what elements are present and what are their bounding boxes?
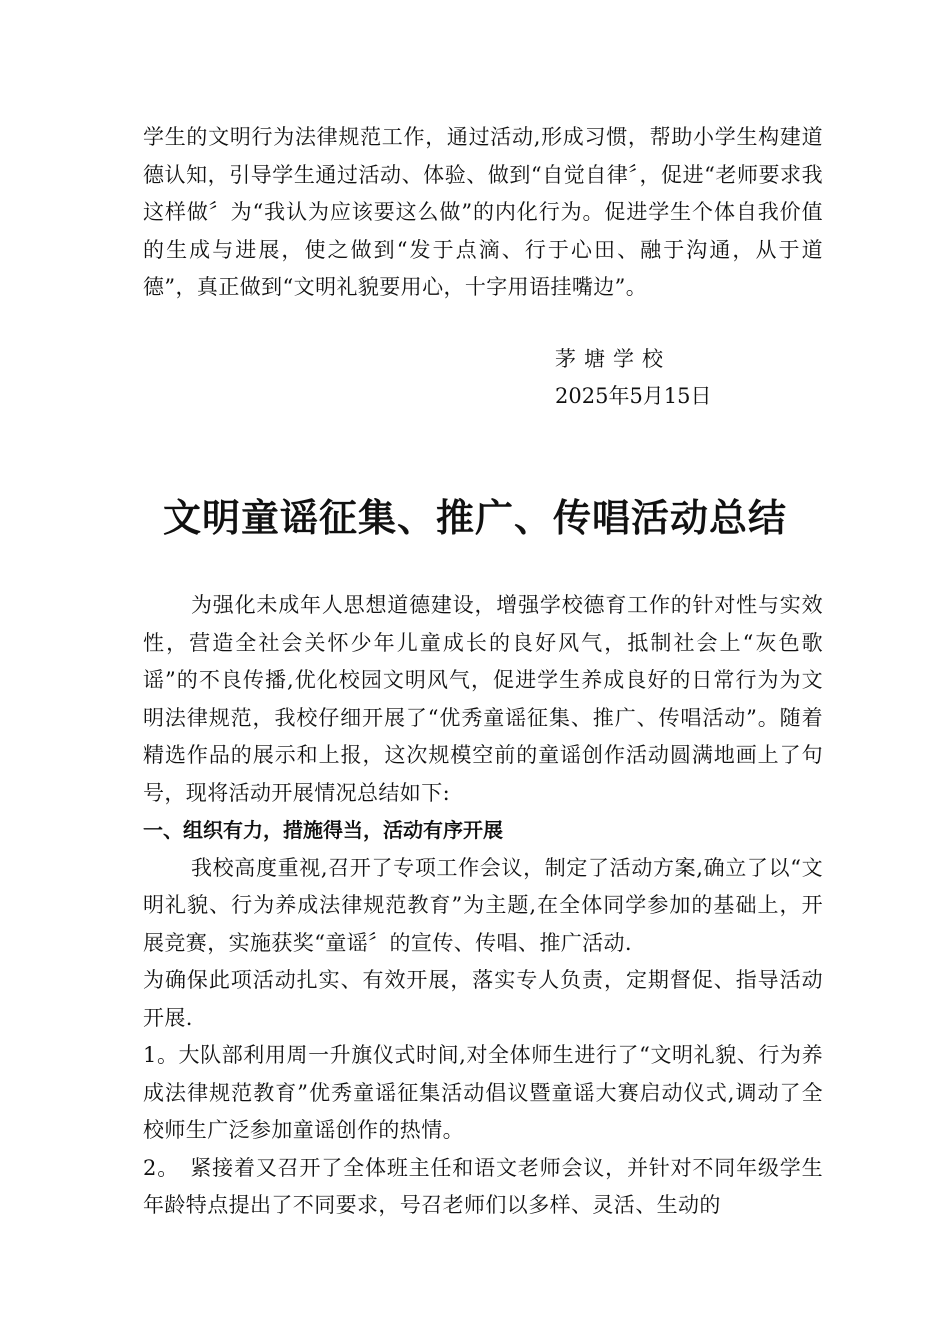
list-item-1: 1。大队部利用周一升旗仪式时间,对全体师生进行了“文明礼貌、行为养成法律规范教育”优秀童谣征集活动倡议暨童谣大赛启动仪式,调动了全校师生广泛参加童谣创作的热情。	[143, 1043, 823, 1142]
section1-paragraph: 我校高度重视,召开了专项工作会议，制定了活动方案,确立了以“文明礼貌、行为养成法律规范教育”为主题,在全体同学参加的基础上，开展竞赛，实施获奖“童谣〞的宣传、传唱、推广活动.	[143, 855, 823, 955]
list-item-2: 2。 紧接着又召开了全体班主任和语文老师会议，并针对不同年级学生年龄特点提出了不同要求，号召老师们以多样、灵活、生动的	[143, 1155, 823, 1217]
body-intro-paragraph: 为强化未成年人思想道德建设，增强学校德育工作的针对性与实效性，营造全社会关怀少年儿童成长的良好风气，抵制社会上“灰色歌谣”的不良传播,优化校园文明风气，促进学生养成良好的日常行为为文明法律规范，我校仔细开展了“优秀童谣征集、推广、传唱活动”。随着精选作品的展示和上报，这次规模空前的童谣创作活动圆满地画上了句号，现将活动开展情况总结如下:	[143, 593, 823, 805]
signature-date: 2025年5月15日	[555, 384, 712, 408]
section1-paragraph-2: 为确保此项活动扎实、有效开展，落实专人负责，定期督促、指导活动开展.	[143, 968, 823, 1030]
section-heading-1: 一、组织有力，措施得当，活动有序开展	[143, 818, 503, 842]
intro-section	[143, 119, 823, 307]
signature-school: 茅塘学校	[555, 347, 671, 371]
document-title: 文明童谣征集、推广、传唱活动总结	[162, 496, 787, 540]
intro-paragraph: 学生的文明行为法律规范工作，通过活动,形成习惯，帮助小学生构建道德认知，引导学生通过活动、体验、做到“自觉自律〞，促进“老师要求我这样做〞为“我认为应该要这么做”的内化行为。促进学生个体自我价值的生成与进展，使之做到“发于点滴、行于心田、融于沟通，从于道德”，真正做到“文明礼貌要用心，十字用语挂嘴边”。	[143, 125, 823, 299]
document-body	[143, 587, 823, 1225]
